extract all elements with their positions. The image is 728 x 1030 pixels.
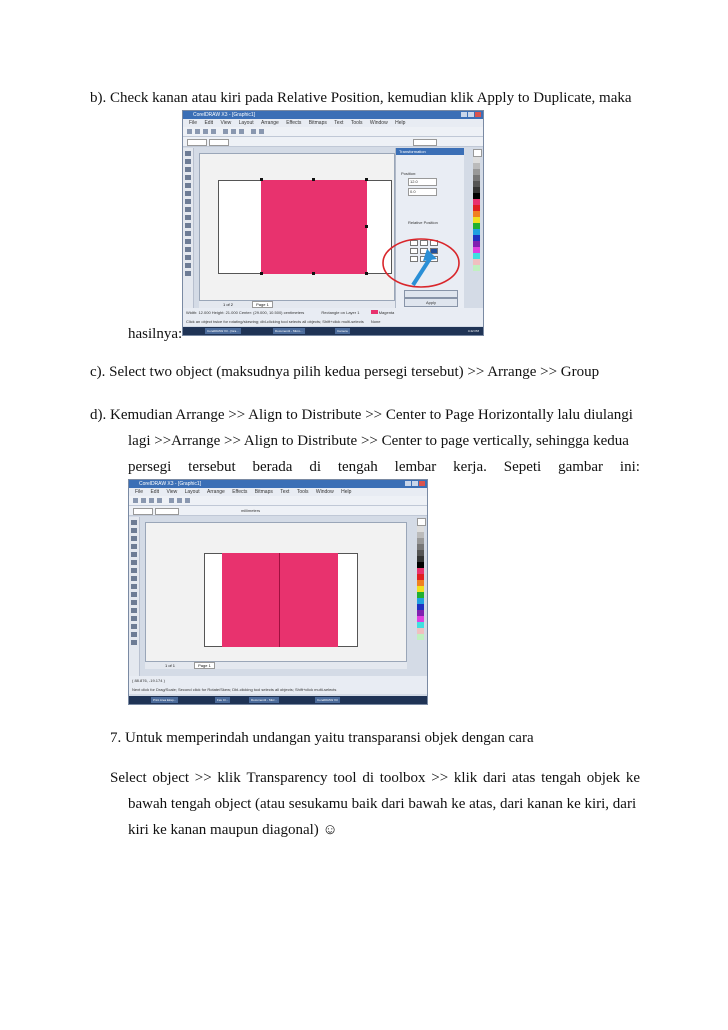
- open-icon: [195, 129, 200, 134]
- table-tool-icon: [131, 608, 137, 613]
- window-title: CorelDRAW X3 - [Graphic1]: [193, 112, 256, 118]
- open-icon: [141, 498, 146, 503]
- property-bar: [183, 137, 483, 147]
- position-label: Position:: [401, 171, 417, 176]
- word: tengah: [541, 770, 582, 786]
- step-b-continuation: hasilnya:: [128, 326, 183, 342]
- copy-icon: [231, 129, 236, 134]
- taskbar-word: Document1 - Micro...: [275, 329, 303, 333]
- paper-select: [133, 508, 153, 515]
- word: klik: [217, 770, 241, 786]
- undo-icon: [251, 129, 256, 134]
- apply-button: Apply: [404, 298, 458, 307]
- save-icon: [149, 498, 154, 503]
- step-c-text: c). Select two object (maksudnya pilih kedua persegi tersebut) >> Arrange >> Group: [90, 364, 600, 380]
- menu-bar: [129, 488, 427, 496]
- relative-position-label: Relative Position: [408, 220, 438, 225]
- pick-tool-icon: [131, 520, 137, 525]
- windows-taskbar: [129, 696, 427, 704]
- basic-shapes-icon: [131, 592, 137, 597]
- menu-arrange: Arrange: [261, 120, 279, 126]
- copy-icon: [177, 498, 182, 503]
- cut-icon: [169, 498, 174, 503]
- taskbar-item: Fav Cr...: [217, 698, 229, 702]
- status-dimensions: Width: 12.000 Height: 21.000 Center: (29.000, 10.500) centimeters Rectangle on Layer 1 Magenta: [186, 310, 395, 315]
- menu-bitmaps: Bitmaps: [254, 489, 273, 495]
- menu-help: Help: [395, 120, 406, 126]
- toolbox: [129, 517, 140, 677]
- fill-tool-icon: [185, 271, 191, 276]
- menu-file: File: [135, 489, 144, 495]
- group-divider: [279, 553, 280, 647]
- ellipse-tool-icon: [131, 576, 137, 581]
- color-palette: [473, 149, 480, 271]
- paste-icon: [185, 498, 190, 503]
- step-7-line2: bawah tengah object (atau sesukamu baik dari bawah ke atas, dari kanan ke kiri, dari: [128, 796, 637, 812]
- units-label: millimeters: [241, 508, 261, 513]
- step-d-line1: d). Kemudian Arrange >> Align to Distribute >> Center to Page Horizontally lalu diulangi: [90, 407, 633, 423]
- smart-fill-icon: [131, 560, 137, 565]
- selection-handle: [365, 225, 368, 228]
- screenshot-aligned: [128, 479, 428, 705]
- menu-window: Window: [315, 489, 334, 495]
- page-counter: 1 of 1: [165, 663, 176, 668]
- word: object: [152, 770, 190, 786]
- word: ini:: [619, 459, 640, 475]
- freehand-tool-icon: [131, 552, 137, 557]
- menu-text: Text: [280, 489, 290, 495]
- interactive-blend-icon: [131, 616, 137, 621]
- word: persegi: [128, 459, 172, 475]
- paste-icon: [239, 129, 244, 134]
- step-7-text: 7. Untuk memperindah undangan yaitu transparansi objek dengan cara: [110, 730, 534, 746]
- taskbar-clock: 4:42 PM: [467, 329, 479, 333]
- word: objek: [586, 770, 621, 786]
- basic-shapes-icon: [185, 223, 191, 228]
- menu-effects: Effects: [286, 120, 302, 126]
- menu-window: Window: [369, 120, 388, 126]
- zoom-tool-icon: [185, 175, 191, 180]
- standard-toolbar: [129, 496, 427, 506]
- screenshot-transformation: [182, 110, 484, 336]
- word: >>: [431, 770, 449, 786]
- x-field: 12.0: [408, 178, 437, 186]
- drawing-canvas: [199, 153, 395, 301]
- step-7-line3: kiri ke kanan maupun diagonal) ☺: [128, 822, 338, 838]
- word: atas: [512, 770, 536, 786]
- menu-arrange: Arrange: [207, 489, 225, 495]
- word: toolbox: [379, 770, 426, 786]
- rectangle-tool-icon: [185, 199, 191, 204]
- selection-handle: [312, 272, 315, 275]
- close-icon: [419, 481, 425, 486]
- page-tab: Page 1: [194, 662, 215, 669]
- annotation-overlay: [379, 231, 463, 297]
- grouped-rectangles: [222, 553, 338, 647]
- duplicated-rectangle: [261, 180, 367, 274]
- taskbar-item: Print Area Eksp...: [153, 698, 177, 702]
- maximize-icon: [468, 112, 474, 117]
- word: Select: [110, 770, 147, 786]
- taskbar-item: Document1 - Micr...: [251, 698, 278, 702]
- taskbar-camera: Camera: [337, 329, 348, 333]
- menu-edit: Edit: [204, 120, 214, 126]
- menu-view: View: [220, 120, 232, 126]
- standard-toolbar: [183, 127, 483, 137]
- menu-tools: Tools: [350, 120, 363, 126]
- print-icon: [157, 498, 162, 503]
- minimize-icon: [461, 112, 467, 117]
- outline-select: [413, 139, 437, 146]
- x-position-field: [187, 139, 207, 146]
- menu-help: Help: [341, 489, 352, 495]
- taskbar-item: CorelDRAW X3: [317, 698, 338, 702]
- polygon-tool-icon: [131, 584, 137, 589]
- word: >>: [194, 770, 212, 786]
- status-hint: Next click for Drag/Scale; Second click for Rotate/Skew; Dbl-clicking tool selects all objects; Shift+click multi-selects: [132, 687, 337, 692]
- step-d-line2: lagi >>Arrange >> Align to Distribute >> Center to page vertically, sehingga kedua: [128, 433, 629, 449]
- table-tool-icon: [185, 239, 191, 244]
- print-icon: [211, 129, 216, 134]
- status-hint: Click an object twice for rotating/skewing; dbl-clicking tool selects all objects; Shift+click multi-selects None: [186, 319, 381, 324]
- rectangle-tool-icon: [131, 568, 137, 573]
- outline-tool-icon: [185, 263, 191, 268]
- status-bar: [183, 308, 483, 326]
- property-bar: [129, 506, 427, 516]
- fill-swatch: [371, 310, 378, 314]
- y-field: 0.0: [408, 188, 437, 196]
- text-tool-icon: [131, 600, 137, 605]
- polygon-tool-icon: [185, 215, 191, 220]
- menu-bar: [183, 119, 483, 127]
- shape-tool-icon: [185, 159, 191, 164]
- cut-icon: [223, 129, 228, 134]
- menu-view: View: [166, 489, 178, 495]
- interactive-blend-icon: [185, 247, 191, 252]
- word: gambar: [558, 459, 604, 475]
- menu-layout: Layout: [238, 120, 254, 126]
- zoom-tool-icon: [131, 544, 137, 549]
- window-titlebar: [129, 480, 427, 488]
- window-titlebar: [183, 111, 483, 119]
- step-b-text: b). Check kanan atau kiri pada Relative Position, kemudian klik Apply to Duplicate, maka: [90, 90, 632, 106]
- eyedropper-icon: [185, 255, 191, 260]
- eyedropper-icon: [131, 624, 137, 629]
- outline-tool-icon: [131, 632, 137, 637]
- docker-title: Transformation: [396, 148, 464, 155]
- page-size-field: [155, 508, 179, 515]
- smart-fill-icon: [185, 191, 191, 196]
- menu-file: File: [189, 120, 198, 126]
- word: berada: [252, 459, 293, 475]
- menu-layout: Layout: [184, 489, 200, 495]
- word: tersebut: [188, 459, 236, 475]
- word: klik: [453, 770, 478, 786]
- page-tab: Page 1: [252, 301, 273, 308]
- red-circle-annotation: [383, 239, 459, 287]
- freehand-tool-icon: [185, 183, 191, 188]
- word: Sepeti: [503, 459, 542, 475]
- close-icon: [475, 112, 481, 117]
- fill-label: Magenta: [378, 310, 395, 315]
- crop-tool-icon: [131, 536, 137, 541]
- menu-bitmaps: Bitmaps: [308, 120, 327, 126]
- selection-handle: [260, 178, 263, 181]
- arrow-head-icon: [423, 249, 437, 261]
- window-title: CorelDRAW X3 - [Graphic1]: [139, 481, 202, 487]
- new-icon: [133, 498, 138, 503]
- color-palette: [417, 518, 424, 640]
- word: tengah: [337, 459, 378, 475]
- word: ke: [625, 770, 640, 786]
- word: dari: [482, 770, 507, 786]
- drawing-canvas: [145, 522, 407, 662]
- width-field: [209, 139, 229, 146]
- page-counter: 1 of 2: [223, 302, 234, 307]
- step-d-line3: [128, 458, 640, 476]
- status-bar: [129, 676, 427, 694]
- shape-tool-icon: [131, 528, 137, 533]
- selection-handle: [365, 272, 368, 275]
- menu-edit: Edit: [150, 489, 160, 495]
- menu-text: Text: [334, 120, 344, 126]
- word: kerja.: [453, 459, 487, 475]
- minimize-icon: [405, 481, 411, 486]
- word: di: [309, 459, 321, 475]
- text-tool-icon: [185, 231, 191, 236]
- selection-handle: [260, 272, 263, 275]
- word: lembar: [394, 459, 437, 475]
- outline-label: None: [370, 319, 381, 324]
- selection-handle: [365, 178, 368, 181]
- selection-handle: [312, 178, 315, 181]
- pick-tool-icon: [185, 151, 191, 156]
- crop-tool-icon: [185, 167, 191, 172]
- blue-arrow-annotation: [413, 257, 431, 285]
- new-icon: [187, 129, 192, 134]
- redo-icon: [259, 129, 264, 134]
- fill-tool-icon: [131, 640, 137, 645]
- word: tool: [333, 770, 357, 786]
- menu-effects: Effects: [232, 489, 248, 495]
- step-7-line1: [110, 769, 640, 787]
- taskbar-corel: CorelDRAW X3 - [Gra...: [207, 329, 239, 333]
- menu-tools: Tools: [296, 489, 309, 495]
- page-navigator: [199, 301, 395, 308]
- status-coordinates: ( 88.876, -19.174 ): [132, 678, 165, 683]
- word: Transparency: [246, 770, 328, 786]
- save-icon: [203, 129, 208, 134]
- page-navigator: [145, 662, 407, 669]
- maximize-icon: [412, 481, 418, 486]
- word: di: [362, 770, 374, 786]
- toolbox: [183, 148, 194, 316]
- ellipse-tool-icon: [185, 207, 191, 212]
- windows-taskbar: [183, 327, 483, 335]
